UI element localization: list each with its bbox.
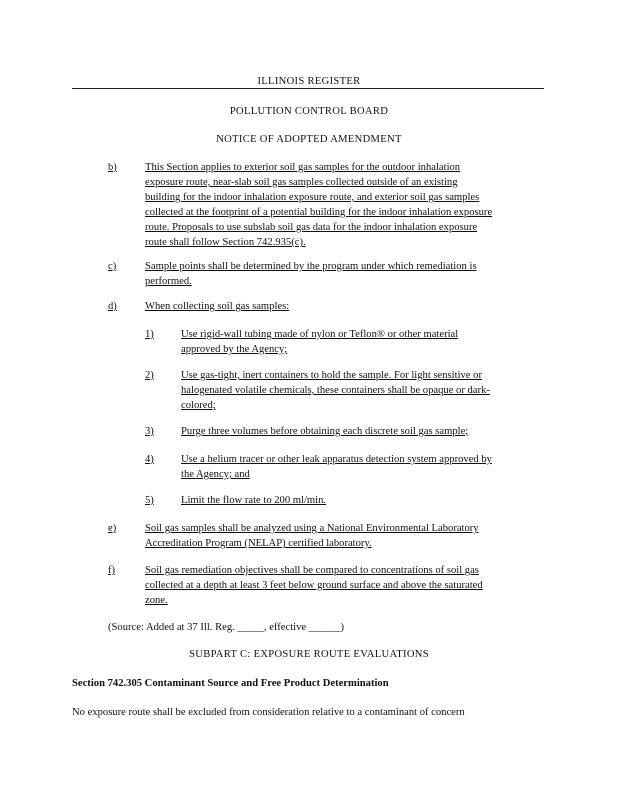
item-d4-label: 4) [145,454,154,465]
item-f-line: zone. [145,595,168,606]
item-e-label: e) [108,523,117,534]
item-c-text [145,259,565,289]
item-c-label: c) [108,261,117,272]
item-d5-line: Limit the flow rate to 200 ml/min. [181,495,327,506]
item-b-line: exposure route, near-slab soil gas samples collected outside of an existing [145,177,458,188]
item-d2-text [181,368,561,413]
subpart-heading: SUBPART C: EXPOSURE ROUTE EVALUATIONS [189,649,429,660]
item-d2-line: halogenated volatile chemicals, these containers shall be opaque or dark- [181,385,490,396]
item-b-line: route. Proposals to use subslab soil gas data for the indoor inhalation exposure [145,222,478,233]
item-f-label: f) [108,565,116,576]
item-f-text [145,563,565,608]
item-b-line: route shall follow Section 742.935(c). [145,237,306,248]
item-d4-line: the Agency; and [181,469,250,480]
item-f-line: Soil gas remediation objectives shall be compared to concentrations of soil gas [145,565,479,576]
source-note: (Source: Added at 37 Ill. Reg. _____, effective ______) [108,622,345,633]
item-c-line: Sample points shall be determined by the program under which remediation is [145,261,477,272]
item-b-line: collected at the footprint of a potential building for the indoor inhalation exposure [145,207,493,218]
item-b-text [145,160,565,250]
item-f-line: collected at a depth at least 3 feet below ground surface and above the saturated [145,580,483,591]
header-rule [72,88,544,89]
item-b-line: This Section applies to exterior soil gas samples for the outdoor inhalation [145,162,461,173]
item-b-line: building for the indoor inhalation exposure route, and exterior soil gas samples [145,192,480,203]
item-d4-text [181,452,561,482]
item-d2-line: Use gas-tight, inert containers to hold the sample. For light sensitive or [181,370,482,381]
item-d4-line: Use a helium tracer or other leak apparatus detection system approved by [181,454,492,465]
item-d1-line: approved by the Agency; [181,344,288,355]
item-d-text: When collecting soil gas samples: [145,301,290,312]
item-b-label: b) [108,162,117,173]
item-d3-text [181,424,561,439]
body-paragraph-line: No exposure route shall be excluded from consideration relative to a contaminant of concern [72,707,465,718]
item-d3-label: 3) [145,426,154,437]
notice-title: NOTICE OF ADOPTED AMENDMENT [216,134,402,145]
item-d2-line: colored; [181,400,216,411]
board-title: POLLUTION CONTROL BOARD [229,106,389,117]
register-title: ILLINOIS REGISTER [257,76,361,87]
item-c-line: performed. [145,276,192,287]
item-d3-line: Purge three volumes before obtaining each discrete soil gas sample; [181,426,469,437]
item-e-text [145,521,565,551]
item-d1-label: 1) [145,329,154,340]
item-d-label: d) [108,301,117,312]
item-d2-label: 2) [145,370,154,381]
item-e-line: Soil gas samples shall be analyzed using a National Environmental Laboratory [145,523,479,534]
item-d1-text [181,327,561,357]
item-d5-text [181,493,561,508]
section-heading: Section 742.305 Contaminant Source and Free Product Determination [72,678,389,689]
item-e-line: Accreditation Program (NELAP) certified laboratory. [145,538,372,549]
item-d1-line: Use rigid-wall tubing made of nylon or Teflon® or other material [181,329,459,340]
item-d5-label: 5) [145,495,154,506]
